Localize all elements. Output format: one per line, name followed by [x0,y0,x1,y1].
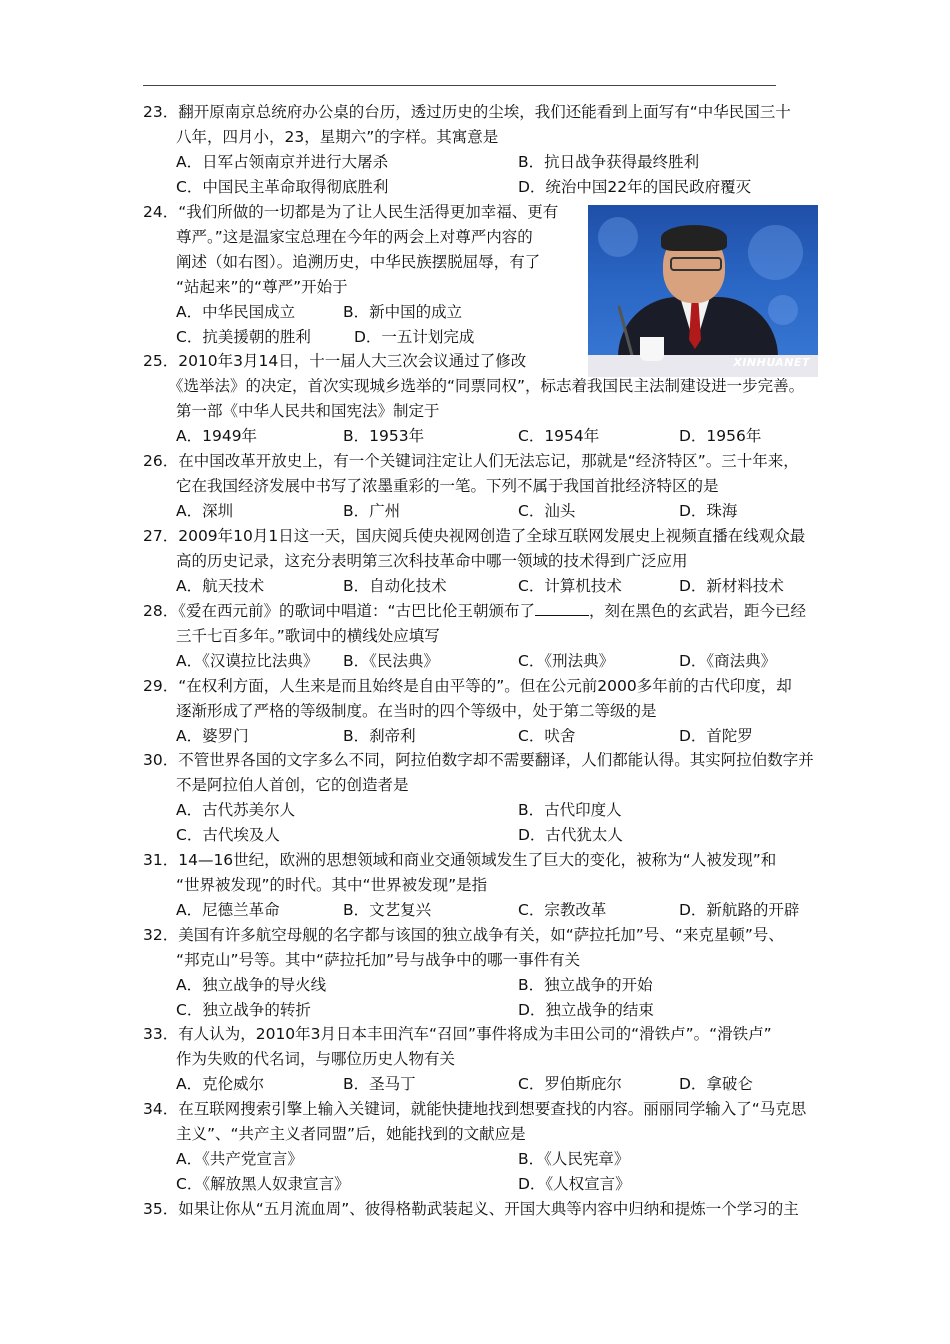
q24-option-c: C．抗美援朝的胜利 [176,328,311,346]
q30-option-c: C．古代埃及人 [176,826,280,844]
q27-option-b: B．自动化技术 [343,577,447,595]
q34-option-d: D．《人权宣言》 [518,1175,631,1193]
q23-stem-1: 23．翻开原南京总统府办公桌的台历，透过历史的尘埃，我们还能看到上面写有“中华民国三十 [143,103,791,121]
q23-option-b: B．抗日战争获得最终胜利 [518,153,700,171]
q27-option-c: C．计算机技术 [518,577,622,595]
photo-watermark: XINHUANET [733,356,810,369]
q34-option-c: C．《解放黑人奴隶宣言》 [176,1175,350,1193]
q27-stem-1: 27．2009年10月1日这一天，国庆阅兵使央视网创造了全球互联网发展史上视频直播在线观众最 [143,527,806,545]
q25-option-b: B．1953年 [343,427,425,445]
q25-stem-3: 第一部《中华人民共和国宪法》制定于 [176,402,440,420]
q30-stem-1: 30．不管世界各国的文字多么不同，阿拉伯数字却不需要翻译，人们都能认得。其实阿拉伯数字并 [143,751,814,769]
q29-option-c: C．吠舍 [518,727,576,745]
q34-option-a: A．《共产党宣言》 [176,1150,303,1168]
q24-stem-3: 阐述（如右图）。追溯历史，中华民族摆脱屈辱，有了 [176,253,541,271]
q31-option-b: B．文艺复兴 [343,901,432,919]
q29-option-b: B．刹帝利 [343,727,416,745]
q32-option-d: D．独立战争的结束 [518,1001,654,1019]
q29-option-d: D．首陀罗 [679,727,753,745]
q29-stem-2: 逐渐形成了严格的等级制度。在当时的四个等级中，处于第二等级的是 [176,702,657,720]
q31-option-d: D．新航路的开辟 [679,901,800,919]
q25-option-a: A．1949年 [176,427,258,445]
q31-option-c: C．宗教改革 [518,901,607,919]
q28-stem-2: 三千七百多年。”歌词中的横线处应填写 [176,627,440,645]
q26-stem-1: 26．在中国改革开放史上，有一个关键词注定让人们无法忘记，那就是“经济特区”。三十年来， [143,452,799,470]
q25-option-c: C．1954年 [518,427,600,445]
q34-option-b: B．《人民宪章》 [518,1150,630,1168]
premier-photo [588,205,818,377]
q26-option-a: A．深圳 [176,502,234,520]
q33-stem-2: 作为失败的代名词，与哪位历史人物有关 [176,1050,456,1068]
q25-option-d: D．1956年 [679,427,762,445]
q26-option-d: D．珠海 [679,502,738,520]
q24-option-d: D．一五计划完成 [354,328,475,346]
q27-stem-2: 高的历史记录，这充分表明第三次科技革命中哪一领域的技术得到广泛应用 [176,552,688,570]
q30-option-b: B．古代印度人 [518,801,622,819]
q33-option-b: B．圣马丁 [343,1075,416,1093]
q23-stem-2: 八年，四月小，23，星期六”的字样。其寓意是 [176,128,499,146]
q27-option-d: D．新材料技术 [679,577,784,595]
q24-stem-4: “站起来”的“尊严”开始于 [176,278,348,296]
q28-option-b: B．《民法典》 [343,652,439,670]
q26-stem-2: 它在我国经济发展中书写了浓墨重彩的一笔。下列不属于我国首批经济特区的是 [176,477,719,495]
header-rule [143,85,776,86]
q27-option-a: A．航天技术 [176,577,265,595]
q24-option-a: A．中华民国成立 [176,303,296,321]
q29-option-a: A．婆罗门 [176,727,249,745]
q34-stem-1: 34．在互联网搜索引擎上输入关键词，就能快捷地找到想要查找的内容。丽丽同学输入了“马克思 [143,1100,807,1118]
q30-option-a: A．古代苏美尔人 [176,801,296,819]
q32-option-b: B．独立战争的开始 [518,976,653,994]
q26-option-c: C．汕头 [518,502,576,520]
q28-stem-1 [143,601,806,621]
q30-option-d: D．古代犹太人 [518,826,623,844]
q26-option-b: B．广州 [343,502,401,520]
q32-stem-1: 32．美国有许多航空母舰的名字都与该国的独立战争有关，如“萨拉托加”号、“来克星顿”号、 [143,926,784,944]
q25-stem-2: 《选举法》的决定，首次实现城乡选举的“同票同权”，标志着我国民主法制建设进一步完善。 [168,377,805,395]
q23-option-a: A．日军占领南京并进行大屠杀 [176,153,389,171]
q28-option-c: C．《刑法典》 [518,652,615,670]
q24-stem-2: 尊严。”这是温家宝总理在今年的两会上对尊严内容的 [176,228,533,246]
q32-option-c: C．独立战争的转折 [176,1001,311,1019]
answer-blank [535,601,589,616]
q34-stem-2: 主义”、“共产主义者同盟”后，她能找到的文献应是 [176,1125,526,1143]
q28-stem-1-after-blank: ，刻在黑色的玄武岩，距今已经 [589,602,807,620]
q31-stem-2: “世界被发现”的时代。其中“世界被发现”是指 [176,876,488,894]
q32-stem-2: “邦克山”号等。其中“萨拉托加”号与战争中的哪一事件有关 [176,951,581,969]
q29-stem-1: 29．“在权利方面，人生来是而且始终是自由平等的”。但在公元前2000多年前的古代印度，却 [143,677,792,695]
q35-stem-1: 35．如果让你从“五月流血周”、彼得格勒武装起义、开国大典等内容中归纳和提炼一个学习的主 [143,1200,799,1218]
q23-option-d: D．统治中国22年的国民政府覆灭 [518,178,752,196]
q28-option-a: A．《汉谟拉比法典》 [176,652,319,670]
q31-stem-1: 31．14—16世纪，欧洲的思想领域和商业交通领域发生了巨大的变化，被称为“人被发现”和 [143,851,777,869]
q24-stem-1: 24．“我们所做的一切都是为了让人民生活得更加幸福、更有 [143,203,559,221]
q23-option-c: C．中国民主革命取得彻底胜利 [176,178,389,196]
q25-stem-1: 25．2010年3月14日，十一届人大三次会议通过了修改 [143,352,527,370]
q24-option-b: B．新中国的成立 [343,303,463,321]
q33-stem-1: 33．有人认为，2010年3月日本丰田汽车“召回”事件将成为丰田公司的“滑铁卢”。“滑铁卢” [143,1025,772,1043]
q33-option-c: C．罗伯斯庇尔 [518,1075,622,1093]
q28-stem-1-before-blank: 28．《爱在西元前》的歌词中唱道：“古巴比伦王朝颁布了 [143,602,536,620]
q32-option-a: A．独立战争的导火线 [176,976,327,994]
q31-option-a: A．尼德兰革命 [176,901,280,919]
q33-option-d: D．拿破仑 [679,1075,753,1093]
q33-option-a: A．克伦威尔 [176,1075,265,1093]
q30-stem-2: 不是阿拉伯人首创，它的创造者是 [176,776,409,794]
q28-option-d: D．《商法典》 [679,652,777,670]
